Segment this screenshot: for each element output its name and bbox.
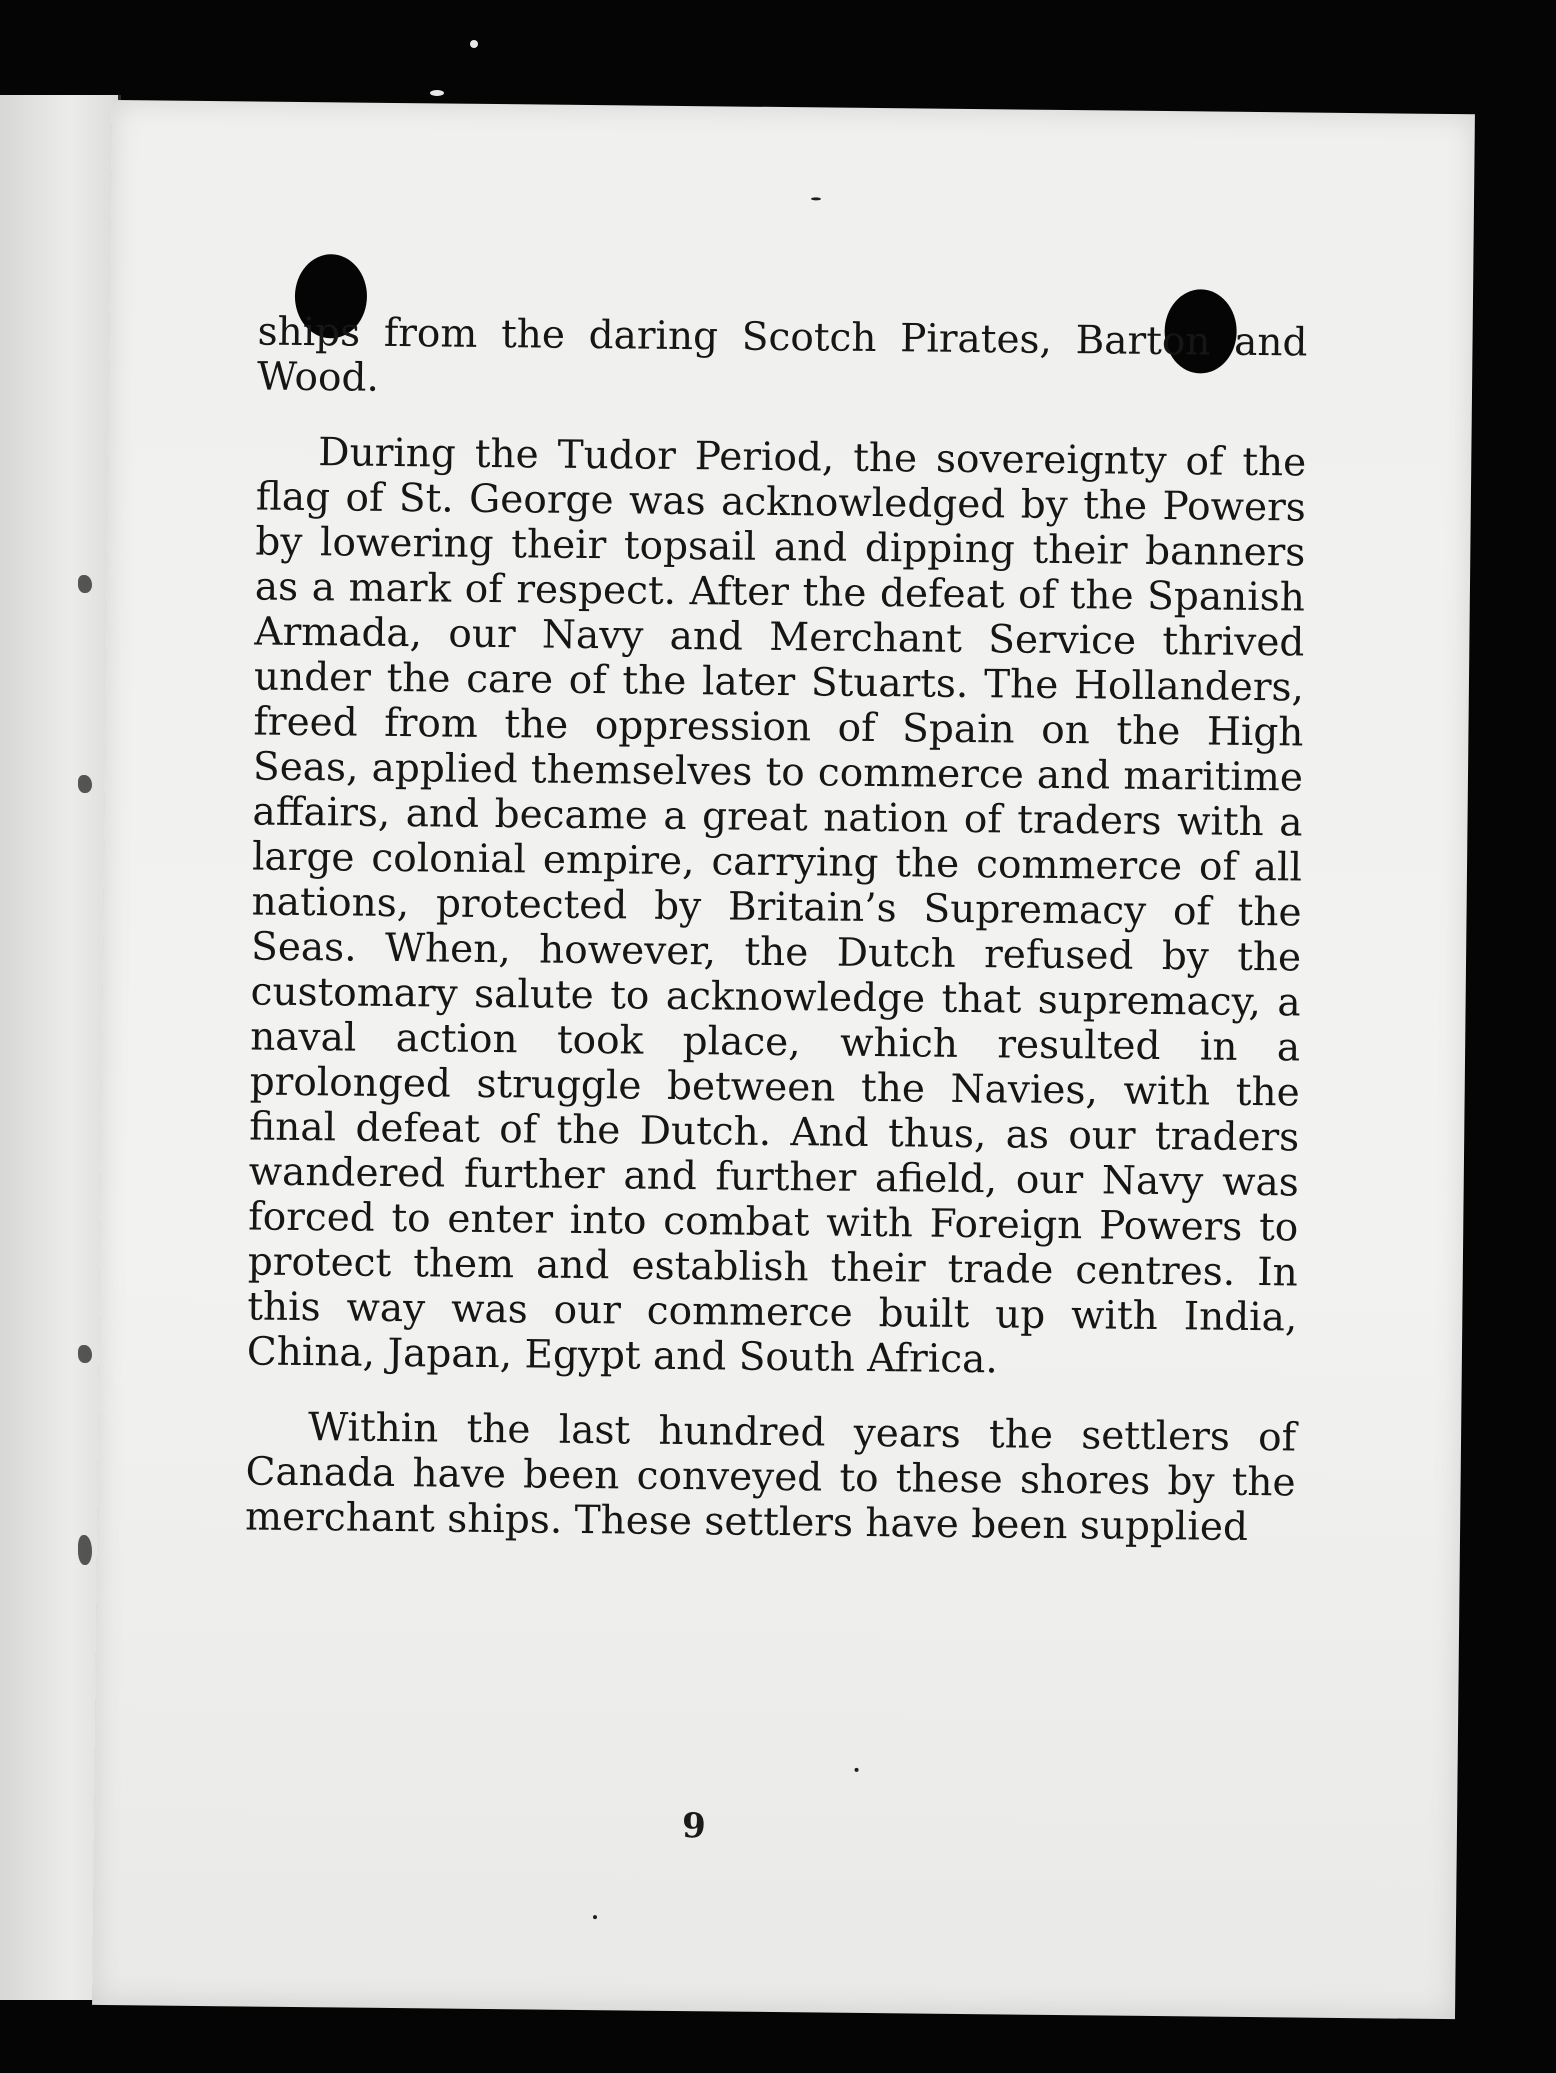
book-page — [92, 100, 1475, 2019]
speck — [470, 40, 478, 48]
edge-mark — [78, 775, 92, 793]
edge-mark — [78, 1345, 92, 1363]
edge-mark — [78, 1535, 92, 1565]
paragraph-3: Within the last hundred years the settlers of Canada have been conveyed to these shores by the merchant ships. These settlers have been supplied — [244, 1405, 1297, 1550]
paragraph-1: ships from the daring Scotch Pirates, Barton and Wood. — [256, 309, 1308, 401]
paragraph-2: During the Tudor Period, the sovereignty of the flag of St. George was acknowledged by the Powers by lowering their topsail and dipping their banners as a mark of respect. After the defeat of the Spanish Armada, our Navy and Merchant Service thrived under the care of the later Stuarts. The Hollanders, freed from the oppression of Spain on the High Seas, applied themselves to commerce and maritime affairs, and became a great nation of traders with a large colonial empire, carrying the commerce of all nations, protected by Britain’s Supremacy of the Seas. When, however, the Dutch refused by the customary salute to acknowledge that supremacy, a naval action took place, which resulted in a prolonged struggle between the Navies, with the final defeat of the Dutch. And thus, as our traders wandered further and further afield, our Navy was forced to enter into combat with Foreign Powers to protect them and establish their trade centres. In this way was our commerce built up with India, China, Japan, Egypt and South Africa. — [246, 430, 1307, 1383]
speck — [811, 197, 821, 200]
speck — [430, 90, 444, 96]
speck — [855, 1768, 859, 1772]
body-text — [245, 310, 1308, 1581]
edge-mark — [78, 575, 92, 593]
page-number: 9 — [681, 1806, 706, 1847]
speck — [593, 1915, 597, 1919]
